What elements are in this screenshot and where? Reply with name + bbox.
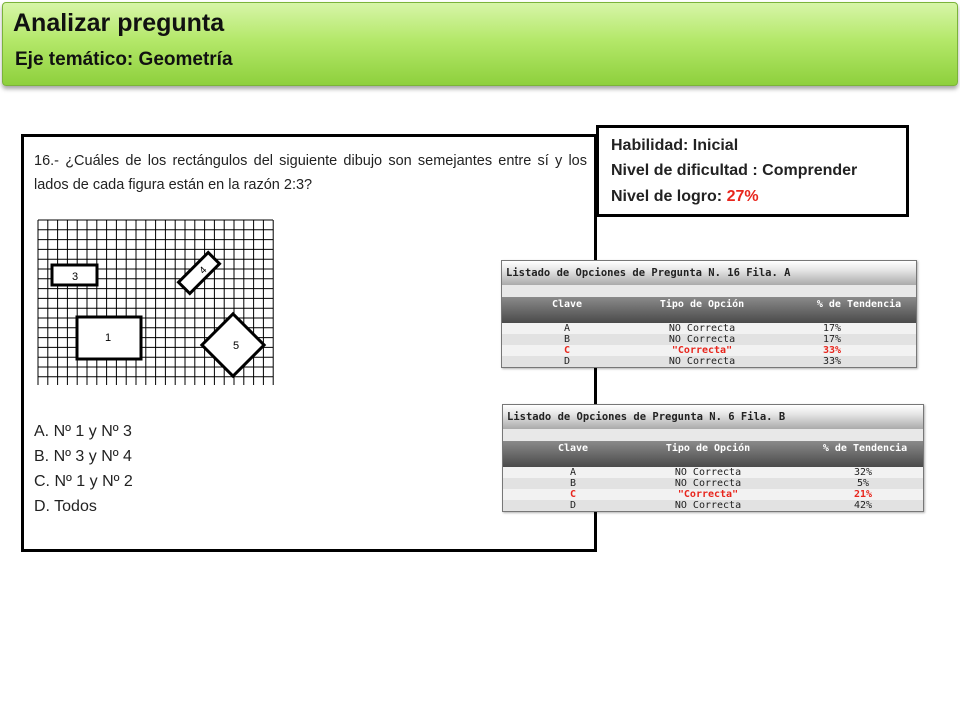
cell-clave: D <box>563 356 571 367</box>
table-b-col-clave: Clave <box>557 443 589 454</box>
question-text: 16.- ¿Cuáles de los rectángulos del siguiente dibujo son semejantes entre sí y los lados de cada figura están en la razón 2:3? <box>34 153 587 193</box>
table-row <box>502 323 916 334</box>
options-table-a <box>501 260 917 368</box>
table-b-title: Listado de Opciones de Pregunta N. 6 Fila. B <box>503 405 923 429</box>
habilidad-line <box>611 137 738 155</box>
info-panel <box>596 125 909 217</box>
habilidad-label: Habilidad: <box>611 137 689 154</box>
rectangle-4-label: 4 <box>197 264 210 277</box>
rectangles-grid-figure <box>37 219 275 387</box>
cell-tipo: "Correcta" <box>671 345 733 356</box>
cell-tipo: NO Correcta <box>668 334 736 345</box>
cell-clave: D <box>569 500 577 511</box>
cell-clave: B <box>563 334 571 345</box>
cell-pct: 21% <box>853 489 873 500</box>
dificultad-line <box>611 162 857 180</box>
rectangle-1-label: 1 <box>105 332 112 344</box>
logro-label: Nivel de logro: <box>611 188 723 205</box>
table-row <box>502 356 916 367</box>
table-a-col-clave: Clave <box>551 299 583 310</box>
table-b-header <box>503 441 923 467</box>
cell-clave: A <box>563 323 571 334</box>
cell-tipo: NO Correcta <box>674 478 742 489</box>
page-title: Analizar pregunta <box>13 9 225 37</box>
habilidad-value: Inicial <box>692 137 739 154</box>
rectangle-5-label: 5 <box>233 340 240 352</box>
logro-value: 27% <box>726 188 759 205</box>
table-a-spacer <box>502 285 916 297</box>
cell-pct: 33% <box>822 356 842 367</box>
cell-pct: 17% <box>822 323 842 334</box>
option-c: C. Nº 1 y Nº 2 <box>34 473 133 490</box>
cell-clave: C <box>569 489 577 500</box>
table-b-col-tendencia: % de Tendencia <box>822 443 908 454</box>
title-banner <box>2 2 958 86</box>
cell-clave: C <box>563 345 571 356</box>
dificultad-label: Nivel de dificultad : <box>611 162 758 179</box>
table-b-spacer <box>503 429 923 441</box>
cell-pct: 42% <box>853 500 873 511</box>
answer-options <box>34 419 133 519</box>
options-table-b <box>502 404 924 512</box>
cell-tipo: "Correcta" <box>677 489 739 500</box>
table-b-col-tipo: Tipo de Opción <box>665 443 751 454</box>
cell-tipo: NO Correcta <box>674 467 742 478</box>
cell-tipo: NO Correcta <box>668 323 736 334</box>
option-a: A. Nº 1 y Nº 3 <box>34 423 132 440</box>
option-b: B. Nº 3 y Nº 4 <box>34 448 132 465</box>
cell-tipo: NO Correcta <box>668 356 736 367</box>
table-row <box>503 467 923 478</box>
table-row <box>502 345 916 356</box>
page-subtitle: Eje temático: Geometría <box>15 49 233 70</box>
cell-pct: 32% <box>853 467 873 478</box>
cell-pct: 17% <box>822 334 842 345</box>
logro-line <box>611 188 759 206</box>
cell-pct: 5% <box>856 478 870 489</box>
cell-pct: 33% <box>822 345 842 356</box>
cell-clave: B <box>569 478 577 489</box>
table-row <box>503 478 923 489</box>
table-row <box>503 489 923 500</box>
table-row <box>503 500 923 511</box>
table-a-col-tendencia: % de Tendencia <box>816 299 902 310</box>
option-d: D. Todos <box>34 498 97 515</box>
table-a-title: Listado de Opciones de Pregunta N. 16 Fila. A <box>502 261 916 285</box>
table-row <box>502 334 916 345</box>
cell-clave: A <box>569 467 577 478</box>
cell-tipo: NO Correcta <box>674 500 742 511</box>
table-a-col-tipo: Tipo de Opción <box>659 299 745 310</box>
table-a-header <box>502 297 916 323</box>
rectangle-3-label: 3 <box>72 271 79 283</box>
dificultad-value: Comprender <box>762 162 858 179</box>
